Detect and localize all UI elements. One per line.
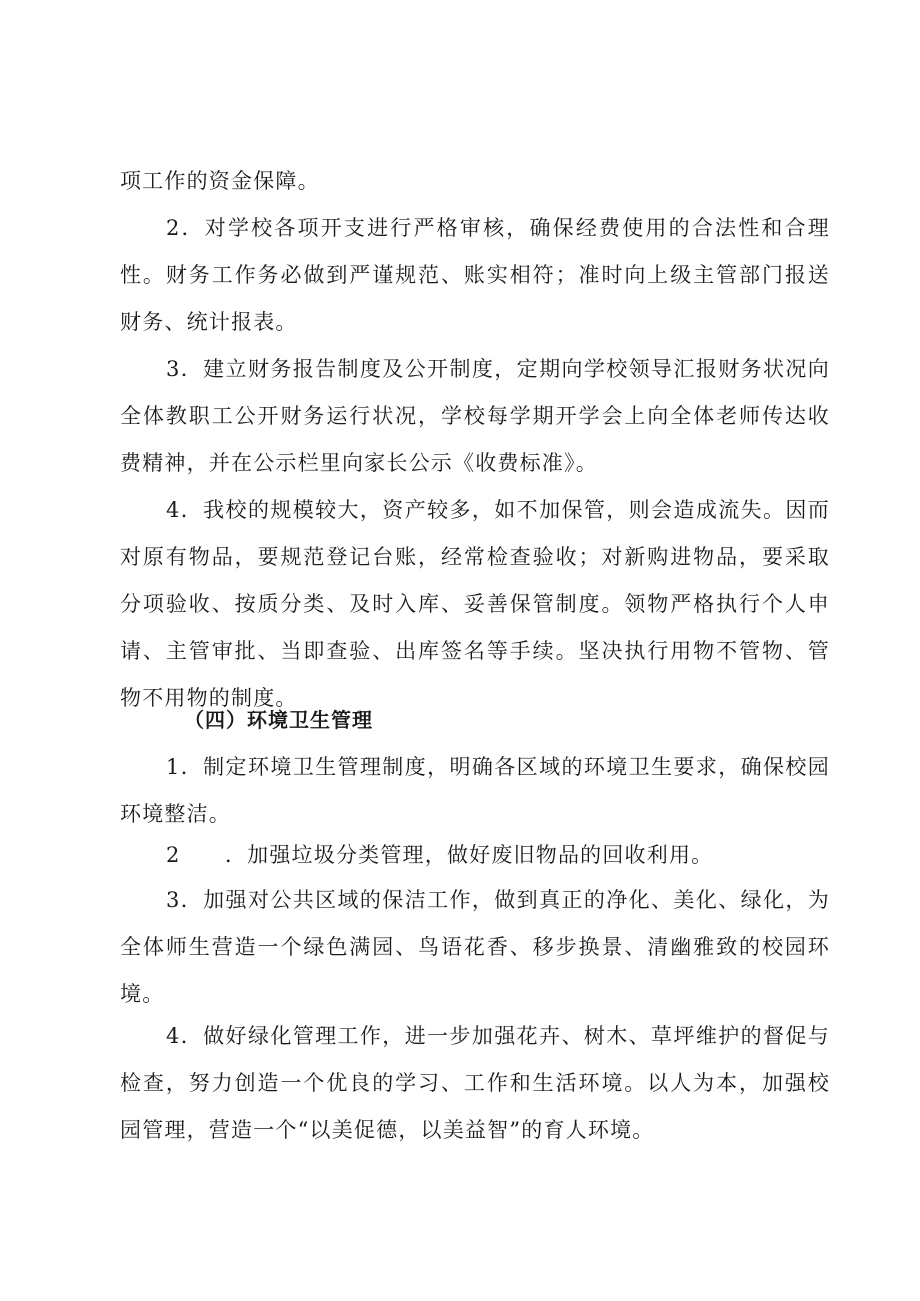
paragraph-environment-item-1: 1．制定环境卫生管理制度，明确各区域的环境卫生要求，确保校园环境整洁。 xyxy=(120,755,830,826)
paragraph-environment-item-2: 2 ．加强垃圾分类管理，做好废旧物品的回收利用。 xyxy=(166,843,714,867)
paragraph-environment-item-4: 4．做好绿化管理工作，进一步加强花卉、树木、草坪维护的督促与检查，努力创造一个优良的学习、工作和生活环境。以人为本，加强校园管理，营造一个“以美促德，以美益智”的育人环境。 xyxy=(120,1024,830,1142)
paragraph-finance-item-4: 4．我校的规模较大，资产较多，如不加保管，则会造成流失。因而对原有物品，要规范登记台账，经常检查验收；对新购进物品，要采取分项验收、按质分类、及时入库、妥善保管制度。领物严格执行个人申请、主管审批、当即查验、出库签名等手续。坚决执行用物不管物、管物不用物的制度。 xyxy=(120,498,830,710)
paragraph-finance-item-2: 2．对学校各项开支进行严格审核，确保经费使用的合法性和合理性。财务工作务必做到严谨规范、账实相符；准时向上级主管部门报送财务、统计报表。 xyxy=(120,216,830,334)
section-heading-environment: （四）环境卫生管理 xyxy=(184,708,373,732)
paragraph-environment-item-3: 3．加强对公共区域的保洁工作，做到真正的净化、美化、绿化，为全体师生营造一个绿色满园、鸟语花香、移步换景、清幽雅致的校园环境。 xyxy=(120,888,830,1006)
paragraph-continuation: 项工作的资金保障。 xyxy=(120,169,320,193)
paragraph-finance-item-3: 3．建立财务报告制度及公开制度，定期向学校领导汇报财务状况向全体教职工公开财务运行状况，学校每学期开学会上向全体老师传达收费精神，并在公示栏里向家长公示《收费标准》。 xyxy=(120,357,830,475)
